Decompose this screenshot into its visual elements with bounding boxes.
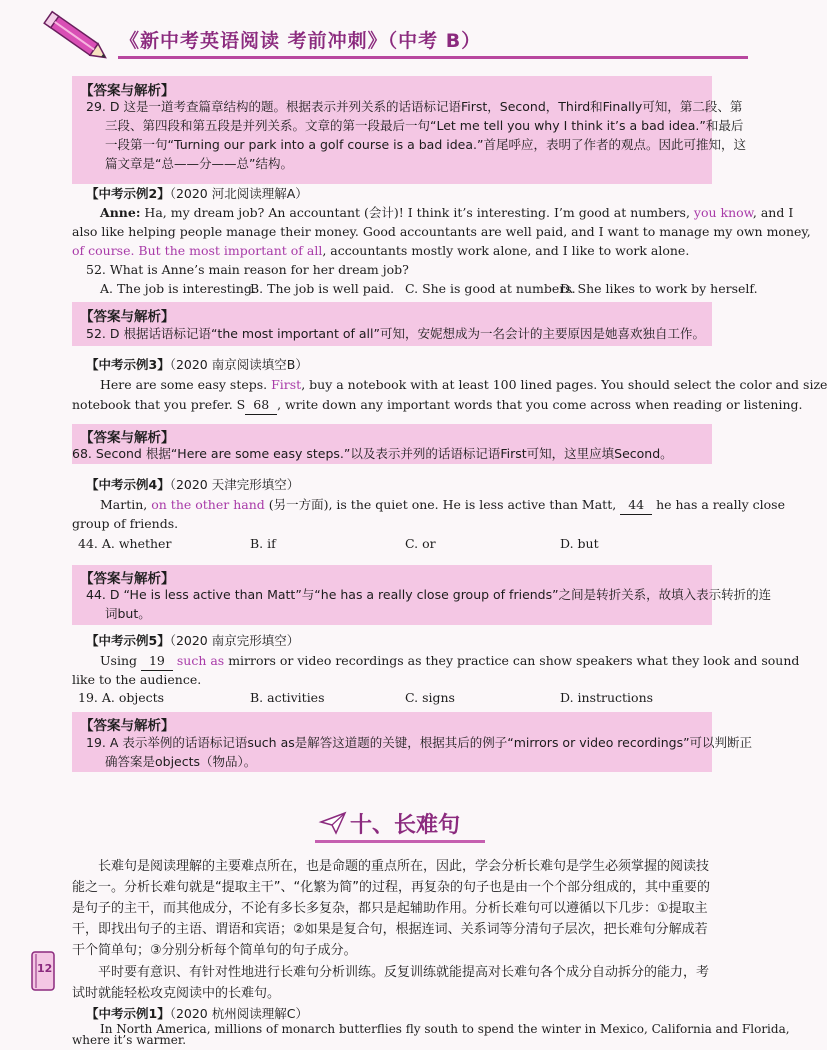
example-2-title: 【中考示例2】	[86, 186, 170, 201]
answer-box-4-title: 【答案与解析】	[80, 571, 175, 587]
answer-44-line-2: 词but。	[105, 606, 151, 621]
section-title: 十、长难句	[350, 813, 461, 838]
q52-option-c: C. She is good at numbers.	[405, 281, 576, 296]
q44-option-b: B. if	[250, 536, 276, 551]
q44-option-a: 44. A. whether	[78, 536, 172, 551]
example-6-line-2: where it’s warmer.	[72, 1033, 187, 1047]
answer-29-line-1: 29. D 这是一道考查篇章结构的题。根据表示并列关系的话语标记语First，Second，Third和Finally可知，第二段、第	[86, 99, 743, 114]
answer-29-line-3: 一段第一句“Turning our park into a golf course is a bad idea.”首尾呼应，表明了作者的观点。因此可推知，这	[105, 137, 746, 152]
q19-option-c: C. signs	[405, 690, 455, 705]
q52-option-b: B. The job is well paid.	[250, 281, 395, 296]
example-6-line-1: In North America, millions of monarch butterflies fly south to spend the winter in Mexico, California and Florida,	[100, 1022, 790, 1036]
paper-plane-icon	[320, 812, 346, 834]
example-2-heading	[86, 184, 308, 203]
example-5-line-2: like to the audience.	[72, 672, 202, 687]
q52-option-d: D. She likes to work by herself.	[560, 281, 758, 296]
section-underline	[315, 840, 485, 843]
header-divider	[118, 56, 748, 59]
page-header	[0, 0, 750, 70]
answer-44-line-1: 44. D “He is less active than Matt”与“he has a really close group of friends”之间是转折关系，故填入表示转折的连	[86, 587, 772, 602]
example-4-heading: 【中考示例4】（2020 天津完形填空）	[86, 477, 300, 492]
blank-44: 44	[620, 495, 652, 515]
answer-68: 68. Second 根据“Here are some easy steps.”以及表示并列的话语标记语First可知，这里应填Second。	[72, 446, 673, 461]
example-3-line-1: Here are some easy steps. First, buy a notebook with at least 100 lined pages. You should select the color and size	[100, 377, 827, 392]
example-4-line-2: group of friends.	[72, 516, 179, 531]
question-52: 52. What is Anne’s main reason for her dream job?	[86, 262, 409, 277]
pencil-icon	[28, 6, 118, 66]
example-5-heading: 【中考示例5】（2020 南京完形填空）	[86, 633, 300, 648]
answer-box-3-title: 【答案与解析】	[80, 430, 175, 446]
example-3-heading: 【中考示例3】（2020 南京阅读填空B）	[86, 357, 308, 372]
page-number: 12	[37, 962, 53, 975]
example-2-line-1: Anne: Ha, my dream job? An accountant (会计)! I think it’s interesting. I’m good at numbers, you know, and I	[100, 205, 794, 220]
intro-paragraph-2: 平时要有意识、有针对性地进行长难句分析训练。反复训练就能提高对长难句各个成分自动拆分的能力，考试时就能轻松攻克阅读中的长难句。	[72, 965, 710, 1001]
blank-68: 68	[245, 395, 277, 415]
q19-option-b: B. activities	[250, 690, 325, 705]
q19-option-a: 19. A. objects	[78, 690, 165, 705]
intro-paragraph-1: 长难句是阅读理解的主要难点所在，也是命题的重点所在，因此，学会分析长难句是学生必须掌握的阅读技能之一。分析长难句就是“提取主干”、“化繁为简”的过程，再复杂的句子也是由一个个部分组成的，其中重要的是句子的主干，而其他成分，不论有多长多复杂，都只是起辅助作用。分析长难句可以遵循以下几步：①提取主干，即找出句子的主语、谓语和宾语；②如果是复合句，根据连词、关系词等分清句子层次，把长难句分解成若干个简单句；③分别分析每个简单句的句子成分。	[72, 859, 710, 958]
book-title: 《新中考英语阅读 考前冲刺》（中考 B）	[120, 30, 482, 52]
q44-option-c: C. or	[405, 536, 436, 551]
q44-option-d: D. but	[560, 536, 599, 551]
answer-29-line-4: 篇文章是“总——分——总”结构。	[105, 156, 293, 171]
example-2-source: （2020 河北阅读理解A）	[169, 186, 308, 201]
blank-19: 19	[141, 651, 173, 671]
answer-box-5-title: 【答案与解析】	[80, 718, 175, 734]
example-6-heading: 【中考示例1】（2020 杭州阅读理解C）	[86, 1006, 308, 1021]
q19-option-d: D. instructions	[560, 690, 654, 705]
answer-19-line-1: 19. A 表示举例的话语标记语such as是解答这道题的关键，根据其后的例子“mirrors or video recordings”可以判断正	[86, 735, 753, 750]
answer-box-1-title: 【答案与解析】	[80, 83, 175, 99]
example-3-line-2: notebook that you prefer. S 68 , write down any important words that you come across when reading or listening.	[72, 395, 802, 415]
answer-19-line-2: 确答案是objects（物品）。	[105, 754, 257, 769]
example-2-line-3: of course. But the most important of all, accountants mostly work alone, and I like to work alone.	[72, 243, 690, 258]
example-2-line-2: also like helping people manage their money. Good accountants are well paid, and I want to manage my own money,	[72, 224, 811, 239]
page-number-tab	[30, 950, 58, 994]
q52-option-a: A. The job is interesting.	[100, 281, 256, 296]
answer-29-line-2: 三段、第四段和第五段是并列关系。文章的第一段最后一句“Let me tell you why I think it’s a bad idea.”和最后	[105, 118, 744, 133]
example-5-line-1: Using 19 such as mirrors or video recordings as they practice can show speakers what they look and sound	[100, 651, 799, 671]
example-4-line-1: Martin, on the other hand (另一方面), is the quiet one. He is less active than Matt, 44 he has a really close	[100, 495, 785, 515]
answer-box-2-title: 【答案与解析】	[80, 309, 175, 325]
answer-52: 52. D 根据话语标记语“the most important of all”可知，安妮想成为一名会计的主要原因是她喜欢独自工作。	[86, 326, 705, 341]
